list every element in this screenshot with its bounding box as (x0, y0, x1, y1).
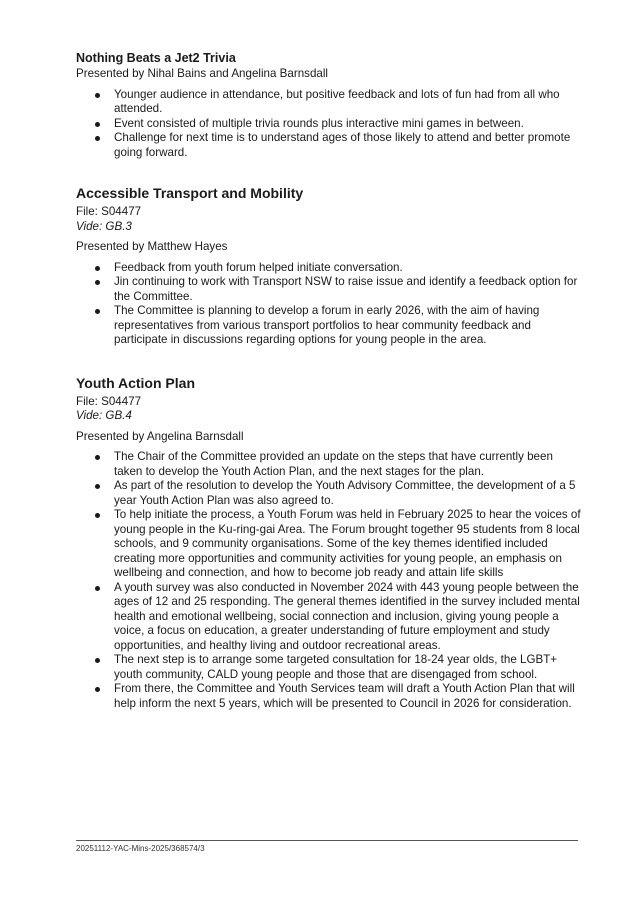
section-title: Accessible Transport and Mobility (76, 185, 304, 201)
list-item: The Chair of the Committee provided an update on the steps that have currently been taken to develop the Youth Action Plan, and the next stages for the plan. (114, 450, 581, 479)
bullet-list (76, 450, 581, 711)
presented-by: Presented by Angelina Barnsdall (76, 429, 244, 443)
section-transport (76, 184, 581, 348)
document-reference-footer: 20251112-YAC-Mins-2025/368574/3 (76, 844, 205, 853)
section-youth-action-plan (76, 374, 581, 712)
list-item: From there, the Committee and Youth Services team will draft a Youth Action Plan that will help inform the next 5 years, which will be presented to Council in 2026 for consideration. (114, 682, 581, 711)
list-item: Jin continuing to work with Transport NSW to raise issue and identify a feedback option for the Committee. (114, 275, 581, 304)
list-item: To help initiate the process, a Youth Forum was held in February 2025 to hear the voices of young people in the Ku-ring-gai Area. The Forum brought together 95 students from 8 local schools, and 9 community organisations. Some of the key themes identified included creating more opportunities and community activities for young people, an emphasis on wellbeing and connection, and how to become job ready and attain life skills (114, 508, 581, 579)
section-title: Youth Action Plan (76, 374, 195, 391)
minutes-content (76, 50, 581, 711)
list-item: As part of the resolution to develop the Youth Advisory Committee, the development of a 5 year Youth Action Plan was also agreed to. (114, 479, 581, 508)
list-item: The Committee is planning to develop a forum in early 2026, with the aim of having representatives from various transport portfolios to hear community feedback and participate in discussions regarding options for young people in the area. (114, 304, 581, 348)
list-item: Challenge for next time is to understand ages of those likely to attend and better promote going forward. (114, 131, 581, 160)
presented-by: Presented by Nihal Bains and Angelina Barnsdall (76, 67, 329, 80)
list-item: Younger audience in attendance, but positive feedback and lots of fun had from all who attended. (114, 88, 581, 117)
bullet-list (76, 88, 581, 161)
section-trivia (76, 50, 581, 160)
bullet-list (76, 261, 581, 348)
file-reference: File: S04477 (76, 205, 142, 218)
footer-divider (76, 840, 578, 841)
vide-reference: Vide: GB.4 (76, 409, 132, 422)
vide-reference: Vide: GB.3 (76, 219, 132, 233)
file-reference: File: S04477 (76, 394, 142, 408)
presented-by: Presented by Matthew Hayes (76, 240, 228, 253)
list-item: The next step is to arrange some targeted consultation for 18-24 year olds, the LGBT+ youth community, CALD young people and those that are disengaged from school. (114, 653, 581, 682)
list-item: Feedback from youth forum helped initiate conversation. (114, 261, 581, 276)
list-item: A youth survey was also conducted in November 2024 with 443 young people between the ages of 12 and 25 responding. The general themes identified in the survey included mental health and emotional wellbeing, social connection and inclusion, giving young people a voice, a focus on education, a greater understanding of future employment and study opportunities, and healthy living and outdoor recreational areas. (114, 580, 580, 652)
section-title: Nothing Beats a Jet2 Trivia (76, 51, 236, 65)
list-item: Event consisted of multiple trivia rounds plus interactive mini games in between. (114, 117, 581, 132)
